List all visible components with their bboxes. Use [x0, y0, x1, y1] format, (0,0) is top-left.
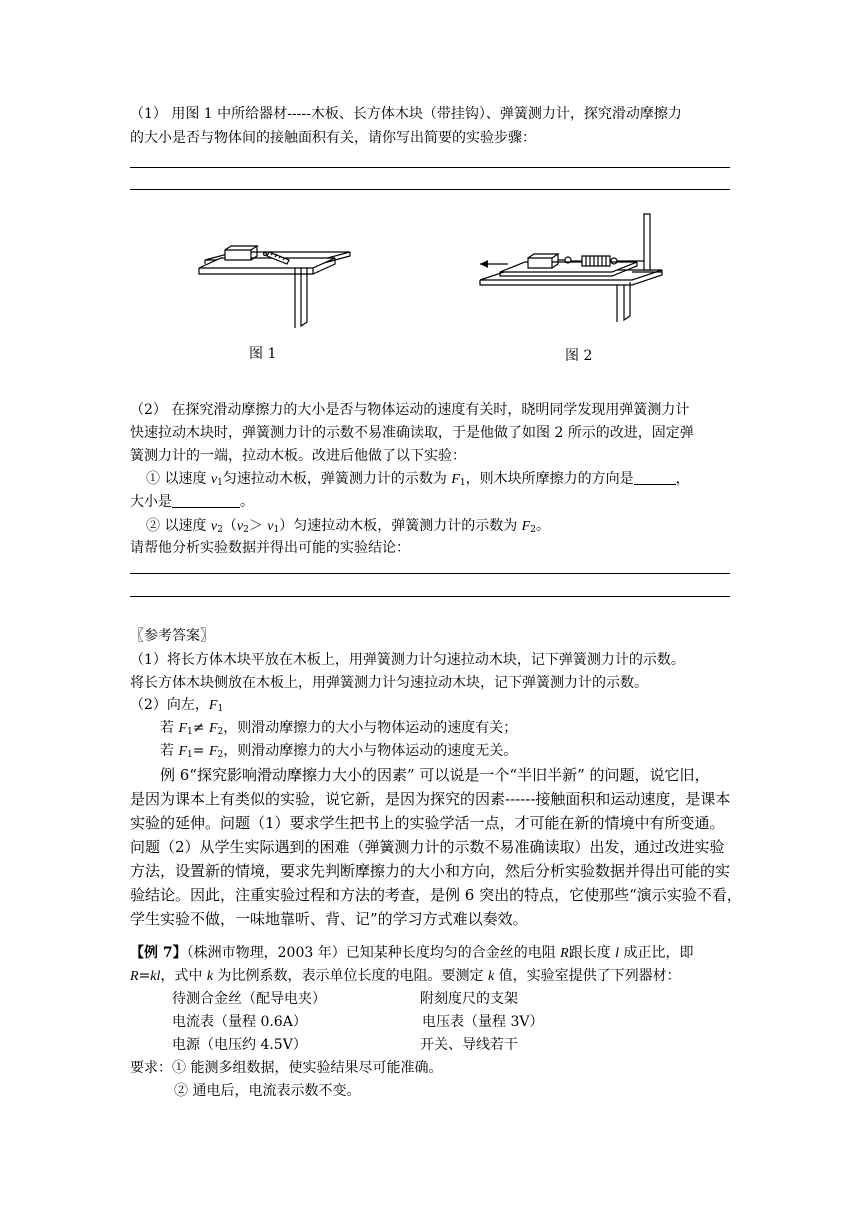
- magnitude-label: 大小是: [130, 494, 172, 510]
- var-v: v: [236, 519, 244, 534]
- magnitude-end: 。: [240, 494, 254, 510]
- figure-2-diagram: [472, 210, 672, 325]
- item2-mid: ）匀速拉动木板，弹簧测力计的示数为: [279, 518, 522, 534]
- sub-F1: 1: [459, 478, 466, 488]
- requirements-label: 要求：: [130, 1060, 172, 1076]
- commentary-line-6: 验结论。因此，注重实验过程和方法的考查，是例 6 突出的特点，它使那些“演示实验不看，: [130, 886, 742, 904]
- neq-sign: ≠: [192, 720, 209, 736]
- requirements-line-1: [130, 1058, 442, 1078]
- var-k: k: [206, 969, 214, 984]
- item2-end: 。: [535, 518, 550, 534]
- equipment-3-right: 开关、导线若干: [420, 1037, 518, 1053]
- var-F: F: [451, 472, 460, 487]
- var-F: F: [208, 721, 218, 736]
- sub-F2: 2: [530, 525, 536, 535]
- c2-text: ，则滑动摩擦力的大小与物体运动的速度无关。: [223, 743, 518, 759]
- requirement-1: ① 能测多组数据，使实验结果尽可能准确。: [172, 1060, 443, 1076]
- sub-2: 2: [217, 525, 223, 535]
- item1-prefix: ① 以速度: [146, 471, 211, 487]
- equipment-3-left: 电源（电压约 4.5V）: [172, 1037, 307, 1053]
- var-v: v: [210, 472, 218, 487]
- item2-prefix: ② 以速度: [146, 518, 211, 534]
- direction-blank[interactable]: [634, 470, 676, 485]
- var-l: l: [615, 946, 620, 961]
- q2-line-1: （2） 在探究滑动摩擦力的大小是否与物体运动的速度有关时，晓明同学发现用弹簧测力计: [130, 402, 690, 418]
- ex7-text-b: 跟长度: [568, 945, 616, 961]
- q1-line-2: 的大小是否与物体间的接触面积有关，请你写出简要的实验步骤：: [130, 130, 536, 146]
- answer-rule-1: [130, 167, 730, 168]
- sub-1: 1: [217, 478, 223, 488]
- ex7-text-e: 为比例系数，表示单位长度的电阻。要测定: [213, 968, 488, 984]
- equipment-2-right: 电压表（量程 3V）: [422, 1014, 544, 1030]
- answer-rule-2: [130, 189, 730, 190]
- ex7-text-f: 值，实验室提供了下列器材：: [494, 968, 681, 984]
- sub-F2: 2: [217, 750, 224, 760]
- item1-post: ，则木块所摩擦力的方向是: [465, 471, 634, 487]
- ex7-text-d: ，式中: [160, 968, 207, 984]
- requirement-2: ② 通电后，电流表示数不变。: [174, 1083, 361, 1099]
- var-v: v: [267, 519, 274, 534]
- var-R: R: [130, 969, 139, 984]
- eq-sign: =: [138, 968, 151, 984]
- commentary-line-3: 实验的延伸。问题（1）要求学生把书上的实验学活一点，才可能在新的情境中有所变通。: [130, 814, 725, 832]
- figure-1-diagram: [195, 240, 355, 330]
- commentary-line-5: 方法，设置新的情境，要求先判断摩擦力的大小和方向，然后分析实验数据并得出可能的实: [130, 862, 731, 880]
- ex7-text-c: 成正比，即: [619, 945, 694, 961]
- c1-text: ，则滑动摩擦力的大小与物体运动的速度有关；: [223, 720, 518, 736]
- sub-F2: 2: [217, 727, 224, 737]
- q2-item-1: [146, 469, 690, 493]
- q2-line-3: 簧测力计的一端，拉动木板。改进后他做了以下实验：: [130, 448, 466, 464]
- c1-prefix: 若: [160, 720, 179, 736]
- c2-prefix: 若: [160, 743, 179, 759]
- q2-request: 请帮他分析实验数据并得出可能的实验结论：: [130, 540, 410, 556]
- answer-rule-3: [130, 573, 730, 574]
- conclusion-2: [160, 741, 517, 765]
- q2-line-2: 快速拉动木块时，弹簧测力计的示数不易准确读取，于是他做了如图 2 所示的改进，固定弹: [130, 425, 694, 441]
- equipment-2-left: 电流表（量程 0.6A）: [172, 1014, 307, 1030]
- var-F: F: [178, 744, 188, 759]
- magnitude-blank[interactable]: [172, 493, 240, 508]
- answer-1-line-1: （1）将长方体木块平放在木板上，用弹簧测力计匀速拉动木块，记下弹簧测力计的示数。: [130, 652, 685, 668]
- commentary-line-1: 例 6“探究影响滑动摩擦力大小的因素” 可以说是一个“半旧半新” 的问题，说它旧，: [160, 766, 710, 784]
- commentary-line-4: 问题（2）从学生实际遇到的困难（弹簧测力计的示数不易准确读取）出发，通过改进实验: [130, 838, 725, 856]
- commentary-line-2: 是因为课本上有类似的实验，说它新，是因为探究的因素------接触面积和运动速度，是课本: [130, 790, 731, 808]
- item1-mid: 匀速拉动木板，弹簧测力计的示数为: [222, 471, 452, 487]
- example-7-line-1: [130, 943, 694, 964]
- var-v: v: [210, 519, 218, 534]
- answer-header: 〖参考答案〗: [130, 628, 214, 644]
- answer-2-prefix: （2）向左，: [130, 697, 209, 713]
- sub-2: 2: [243, 525, 249, 535]
- var-kl: kl: [150, 969, 161, 984]
- gt-sign: ＞: [248, 518, 268, 534]
- q1-line-1: （1） 用图 1 中所给器材-----木板、长方体木块（带挂钩）、弹簧测力计，探究滑动摩擦力: [130, 106, 682, 122]
- sub-F1: 1: [187, 727, 193, 737]
- commentary-line-7: 学生实验不做，一味地靠听、背、记”的学习方式难以奏效。: [130, 910, 528, 928]
- answer-1-line-2: 将长方体木块侧放在木板上，用弹簧测力计匀速拉动木块，记下弹簧测力计的示数。: [130, 675, 648, 691]
- paren-open: （: [222, 518, 237, 534]
- q2-item-2: [146, 516, 550, 540]
- var-F: F: [178, 721, 188, 736]
- var-F: F: [208, 698, 218, 713]
- figure-2-caption: 图 2: [565, 348, 593, 364]
- sub-1: 1: [273, 525, 280, 535]
- conclusion-1: [160, 718, 517, 742]
- example-7-label: 【例 7】: [130, 945, 187, 961]
- sub-F1: 1: [187, 750, 193, 760]
- equipment-1-right: 附刻度尺的支架: [420, 991, 518, 1007]
- var-R: R: [560, 946, 569, 961]
- var-F: F: [208, 744, 218, 759]
- figure-1-caption: 图 1: [249, 346, 277, 362]
- eq-sign: =: [192, 743, 209, 759]
- equipment-1-left: 待测合金丝（配导电夹）: [172, 991, 326, 1007]
- example-7-line-2: [130, 966, 681, 987]
- sub-F1: 1: [217, 704, 224, 714]
- item1-end: ，: [675, 471, 690, 487]
- ex7-text-a: （株洲市物理，2003 年）已知某种长度均匀的合金丝的电阻: [186, 945, 561, 961]
- q2-item-1-line-2: [130, 492, 254, 512]
- answer-2: [130, 695, 223, 719]
- var-k: k: [487, 969, 495, 984]
- answer-rule-4: [130, 596, 730, 597]
- var-F: F: [521, 519, 531, 534]
